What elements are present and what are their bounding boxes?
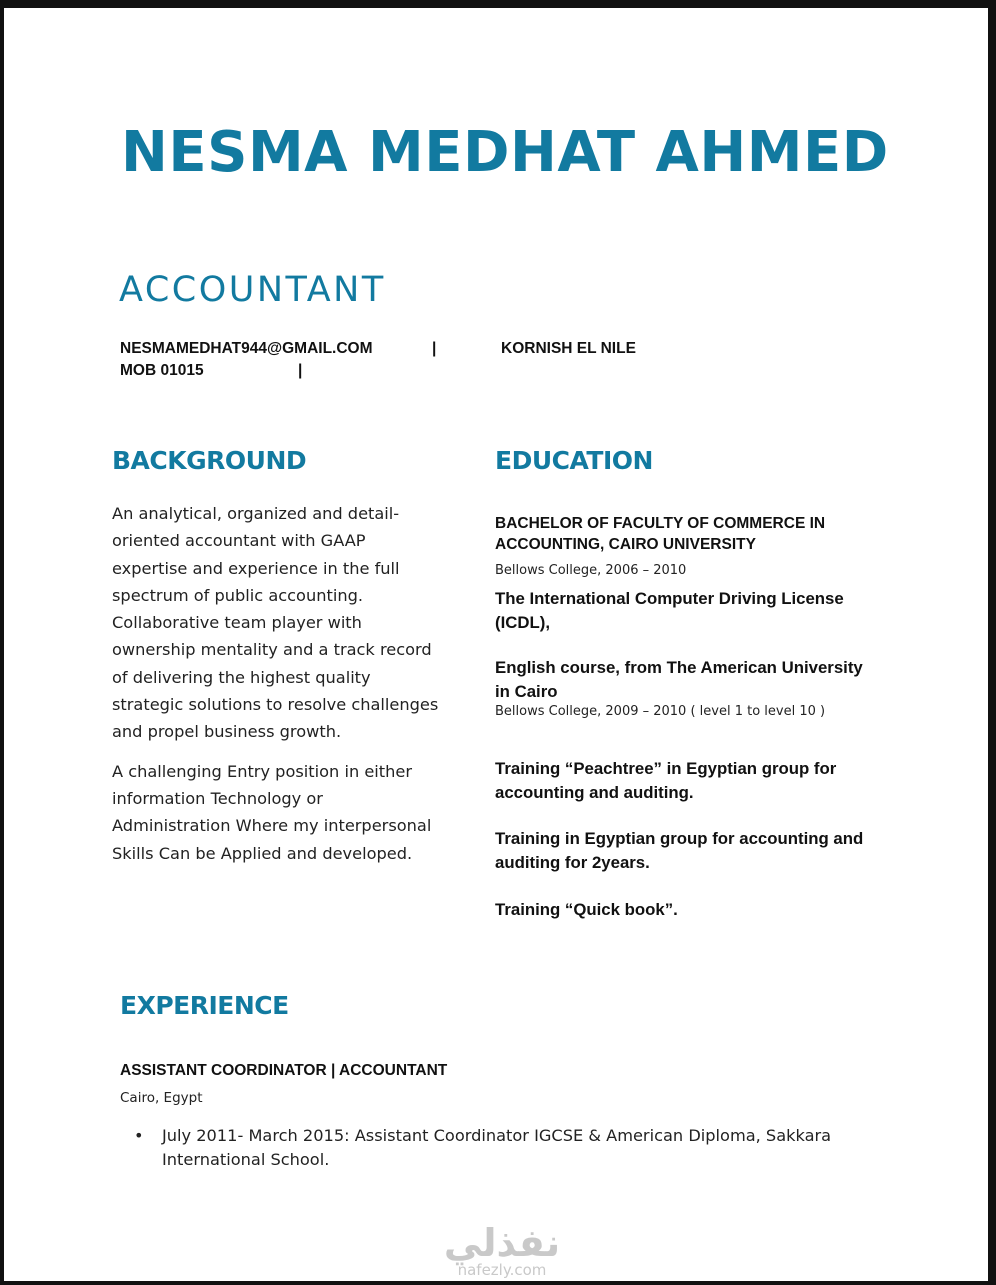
experience-heading: EXPERIENCE — [120, 991, 289, 1020]
redaction-mark — [378, 336, 404, 360]
watermark — [432, 1223, 572, 1279]
background-text — [112, 500, 442, 879]
contact-separator: | — [432, 340, 437, 357]
job-role: ACCOUNTANT — [119, 270, 386, 310]
training-item: Training “Quick book”. — [495, 900, 678, 919]
list-item — [120, 1124, 880, 1172]
english-course-item: English course, from The American University in Cairo — [495, 658, 863, 701]
email-address: NESMAMEDHAT944@GMAIL.COM — [120, 340, 373, 357]
bullet-point: • — [134, 1126, 144, 1145]
experience-title: ASSISTANT COORDINATOR | ACCOUNTANT — [120, 1062, 448, 1079]
icdl-item: The International Computer Driving License (ICDL), — [495, 589, 844, 632]
education-section — [495, 513, 875, 922]
training-item: Training “Peachtree” in Egyptian group for accounting and auditing. — [495, 759, 837, 802]
training-item: Training in Egyptian group for accounting and auditing for 2years. — [495, 829, 864, 872]
background-paragraph: An analytical, organized and detail-oriented accountant with GAAP expertise and experience in the full spectrum of public accounting. Collaborative team player with ownership mentality and a track record of delivering the highest quality strategic solutions to resolve challenges and propel business growth. — [112, 504, 439, 742]
candidate-name: NESMA MEDHAT AHMED — [121, 120, 889, 185]
contact-separator: | — [298, 362, 303, 379]
watermark-latin: nafezly.com — [457, 1261, 547, 1279]
experience-location: Cairo, Egypt — [120, 1090, 203, 1106]
experience-list — [120, 1124, 880, 1172]
degree-title: BACHELOR OF FACULTY OF COMMERCE IN ACCOUNTING, CAIRO UNIVERSITY — [495, 515, 826, 553]
degree-meta: Bellows College, 2006 – 2010 — [495, 563, 687, 578]
experience-bullet-text: July 2011- March 2015: Assistant Coordinator IGCSE & American Diploma, Sakkara International School. — [162, 1126, 832, 1169]
background-paragraph: A challenging Entry position in either information Technology or Administration Where my interpersonal Skills Can be Applied and developed. — [112, 761, 432, 863]
education-heading: EDUCATION — [495, 446, 653, 475]
address: KORNISH EL NILE — [501, 340, 636, 357]
resume-page — [4, 8, 988, 1281]
english-course-meta: Bellows College, 2009 – 2010 ( level 1 to level 10 ) — [495, 704, 826, 719]
watermark-arabic: نفذلي — [443, 1221, 561, 1265]
mobile-number: MOB 01015 — [120, 362, 204, 379]
background-heading: BACKGROUND — [112, 446, 307, 475]
